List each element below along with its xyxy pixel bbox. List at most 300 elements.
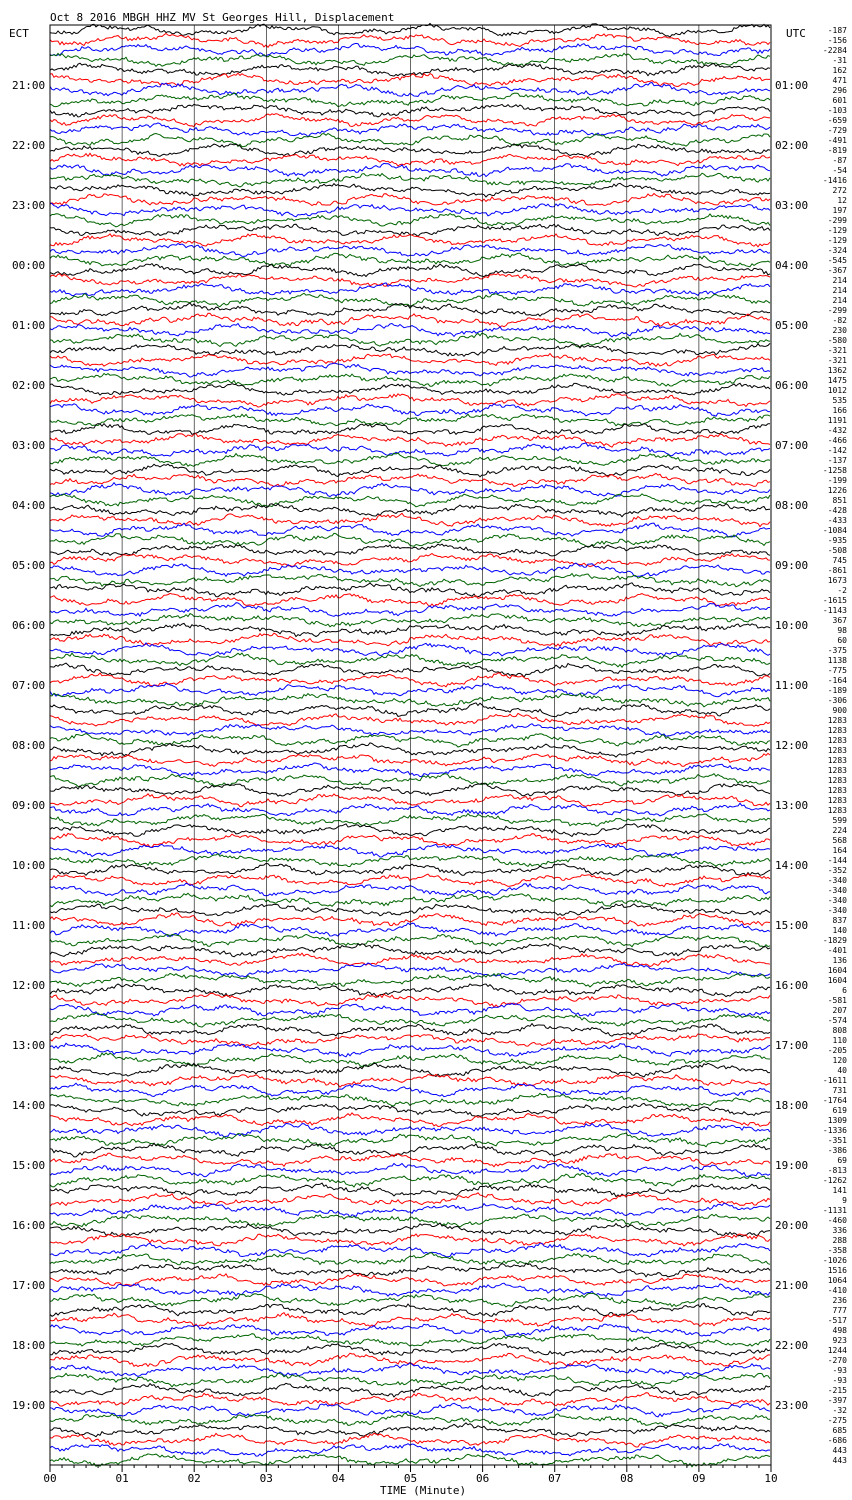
trace-offset-label: 288	[832, 1236, 847, 1245]
x-tick-label: 00	[43, 1472, 57, 1485]
trace-offset-label: 1673	[827, 576, 847, 585]
trace-offset-label: -142	[827, 446, 847, 455]
trace-offset-label: -1416	[822, 176, 847, 185]
trace-offset-label: -410	[827, 1286, 847, 1295]
trace-offset-label: -1262	[822, 1176, 847, 1185]
right-hour-label: 14:00	[775, 859, 809, 872]
trace-line	[50, 1063, 770, 1077]
trace-line	[50, 73, 770, 86]
left-hour-label: 06:00	[12, 619, 46, 632]
trace-line	[50, 374, 770, 387]
right-hour-label: 08:00	[775, 499, 809, 512]
trace-line	[50, 1203, 770, 1217]
trace-offset-label: -386	[827, 1146, 847, 1155]
trace-line	[50, 134, 770, 147]
trace-line	[50, 394, 770, 407]
trace-offset-label: -775	[827, 666, 847, 675]
left-hour-label: 12:00	[12, 979, 46, 992]
trace-offset-label: 1283	[827, 756, 847, 765]
trace-offset-label: -324	[827, 246, 847, 255]
trace-offset-label: -54	[832, 166, 847, 175]
trace-line	[50, 144, 770, 157]
right-hour-label: 03:00	[775, 199, 809, 212]
trace-offset-label: -1829	[822, 936, 847, 945]
trace-line	[50, 974, 770, 987]
trace-offset-label: -1764	[822, 1096, 847, 1105]
trace-offset-label: -1131	[822, 1206, 847, 1215]
trace-offset-label: -187	[827, 26, 847, 35]
trace-line	[50, 1393, 770, 1406]
trace-line	[50, 63, 770, 76]
right-hour-label: 15:00	[775, 919, 809, 932]
trace-offset-label: -813	[827, 1166, 847, 1175]
trace-line	[50, 244, 770, 257]
left-hour-label: 00:00	[12, 259, 46, 272]
left-hour-label: 14:00	[12, 1099, 46, 1112]
trace-line	[50, 614, 770, 627]
trace-offset-label: -1143	[822, 606, 847, 615]
left-hour-label: 18:00	[12, 1339, 46, 1352]
trace-offset-label: 40	[837, 1066, 847, 1075]
trace-offset-label: 214	[832, 296, 847, 305]
trace-line	[50, 663, 770, 677]
trace-offset-label: -729	[827, 126, 847, 135]
trace-line	[50, 1283, 770, 1296]
trace-offset-label: -1258	[822, 466, 847, 475]
trace-offset-label: 685	[832, 1426, 847, 1435]
right-hour-label: 23:00	[775, 1399, 809, 1412]
x-tick-label: 01	[115, 1472, 129, 1485]
trace-line	[50, 1253, 770, 1265]
trace-line	[50, 293, 770, 306]
trace-offset-label: 140	[832, 926, 847, 935]
trace-line	[50, 774, 770, 787]
trace-line	[50, 1423, 770, 1437]
trace-line	[50, 854, 770, 867]
trace-offset-label: -340	[827, 886, 847, 895]
trace-offset-label: -299	[827, 216, 847, 225]
trace-line	[50, 1353, 770, 1366]
left-hour-label: 07:00	[12, 679, 46, 692]
trace-offset-label: 110	[832, 1036, 847, 1045]
left-hour-label: 10:00	[12, 859, 46, 872]
trace-line	[50, 753, 770, 766]
trace-offset-label: -1615	[822, 596, 847, 605]
trace-offset-label: -491	[827, 136, 847, 145]
trace-line	[50, 333, 770, 347]
trace-line	[50, 93, 770, 107]
trace-offset-label: -433	[827, 516, 847, 525]
trace-line	[50, 1093, 770, 1107]
left-hour-label: 03:00	[12, 439, 46, 452]
trace-line	[50, 1083, 770, 1097]
trace-line	[50, 303, 770, 316]
trace-offset-label: -32	[832, 1406, 847, 1415]
trace-line	[50, 173, 770, 187]
left-hour-label: 05:00	[12, 559, 46, 572]
trace-line	[50, 24, 770, 38]
trace-offset-label: 1283	[827, 716, 847, 725]
trace-offset-label: -129	[827, 236, 847, 245]
trace-line	[50, 1183, 770, 1197]
trace-offset-label: 1362	[827, 366, 847, 375]
trace-line	[50, 1263, 770, 1277]
trace-offset-label: 1226	[827, 486, 847, 495]
trace-offset-label: 1604	[827, 966, 847, 975]
right-hour-label: 10:00	[775, 619, 809, 632]
trace-offset-label: 1244	[827, 1346, 847, 1355]
trace-offset-label: 535	[832, 396, 847, 405]
trace-offset-label: 296	[832, 86, 847, 95]
trace-offset-label: -935	[827, 536, 847, 545]
trace-line	[50, 693, 770, 707]
trace-offset-label: -321	[827, 356, 847, 365]
trace-offset-label: 197	[832, 206, 847, 215]
right-hour-label: 04:00	[775, 259, 809, 272]
trace-line	[50, 623, 770, 636]
x-axis-ticks	[43, 1465, 777, 1485]
trace-line	[50, 1373, 770, 1387]
trace-line	[50, 703, 770, 717]
trace-offset-label: -215	[827, 1386, 847, 1395]
trace-line	[50, 803, 770, 816]
right-hour-label: 21:00	[775, 1279, 809, 1292]
trace-offset-label: 1283	[827, 806, 847, 815]
trace-offset-label: -659	[827, 116, 847, 125]
trace-offset-label: -545	[827, 256, 847, 265]
trace-offset-label: 923	[832, 1336, 847, 1345]
trace-offset-label: 1283	[827, 786, 847, 795]
trace-line	[50, 783, 770, 796]
trace-offset-label: -2	[837, 586, 847, 595]
trace-line	[50, 34, 770, 48]
trace-offset-label: 1309	[827, 1116, 847, 1125]
trace-offset-label: 731	[832, 1086, 847, 1095]
trace-offset-label: 900	[832, 706, 847, 715]
trace-line	[50, 1043, 770, 1057]
trace-line	[50, 1053, 770, 1067]
trace-line	[50, 593, 770, 606]
trace-offset-label: -686	[827, 1436, 847, 1445]
trace-line	[50, 1243, 770, 1257]
trace-offset-label: 1283	[827, 736, 847, 745]
trace-line	[50, 1413, 770, 1426]
trace-line	[50, 1234, 770, 1246]
left-hour-label: 23:00	[12, 199, 46, 212]
trace-offset-label: -1026	[822, 1256, 847, 1265]
left-hour-label: 16:00	[12, 1219, 46, 1232]
x-tick-label: 05	[403, 1472, 418, 1485]
trace-offset-label: 1012	[827, 386, 847, 395]
right-hour-label: 16:00	[775, 979, 809, 992]
trace-line	[50, 554, 770, 567]
trace-line	[50, 984, 770, 997]
right-hour-label: 06:00	[775, 379, 809, 392]
trace-offset-label: -321	[827, 346, 847, 355]
left-axis-label: ECT	[9, 27, 29, 40]
trace-line	[50, 673, 770, 687]
trace-offset-label: 162	[832, 66, 847, 75]
left-hour-label: 13:00	[12, 1039, 46, 1052]
right-hour-label: 02:00	[775, 139, 809, 152]
trace-offset-label: 1191	[827, 416, 847, 425]
trace-line	[50, 114, 770, 127]
trace-offset-label: 336	[832, 1226, 847, 1235]
trace-line	[50, 1163, 770, 1176]
trace-line	[50, 1143, 770, 1157]
trace-offset-label: -87	[832, 156, 847, 165]
trace-line	[50, 313, 770, 327]
trace-offset-label: -340	[827, 876, 847, 885]
trace-offset-label: -375	[827, 646, 847, 655]
trace-offset-label: -397	[827, 1396, 847, 1405]
right-hour-label: 11:00	[775, 679, 809, 692]
trace-line	[50, 844, 770, 857]
left-hour-label: 19:00	[12, 1399, 46, 1412]
trace-line	[50, 563, 770, 576]
right-hour-label: 09:00	[775, 559, 809, 572]
trace-line	[50, 574, 770, 587]
left-hour-label: 08:00	[12, 739, 46, 752]
trace-offset-label: -275	[827, 1416, 847, 1425]
trace-offset-label: -367	[827, 266, 847, 275]
trace-offset-label: -82	[832, 316, 847, 325]
trace-line	[50, 1313, 770, 1327]
x-tick-label: 02	[187, 1472, 201, 1485]
trace-line	[50, 183, 770, 197]
trace-offset-label: -93	[832, 1376, 847, 1385]
trace-line	[50, 1444, 770, 1456]
trace-line	[50, 414, 770, 426]
trace-line	[50, 713, 770, 726]
trace-line	[50, 1003, 770, 1016]
trace-offset-label: 1283	[827, 726, 847, 735]
trace-offset-label: 837	[832, 916, 847, 925]
trace-line	[50, 874, 770, 887]
trace-offset-label: -137	[827, 456, 847, 465]
trace-offset-label: 12	[837, 196, 847, 205]
trace-offset-label: 443	[832, 1446, 847, 1455]
trace-offset-label: -31	[832, 56, 847, 65]
right-hour-label: 22:00	[775, 1339, 809, 1352]
trace-offset-label: -199	[827, 476, 847, 485]
trace-line	[50, 763, 770, 777]
trace-offset-label: -164	[827, 676, 847, 685]
trace-offset-label: 568	[832, 836, 847, 845]
trace-line	[50, 963, 770, 977]
trace-offset-label: -428	[827, 506, 847, 515]
trace-line	[50, 504, 770, 517]
trace-line	[50, 163, 770, 176]
x-axis-title: TIME (Minute)	[380, 1484, 467, 1497]
trace-line	[50, 633, 770, 646]
trace-offset-label: -93	[832, 1366, 847, 1375]
trace-line	[50, 583, 770, 597]
trace-offset-label: -861	[827, 566, 847, 575]
trace-offset-label: -2284	[822, 46, 847, 55]
trace-line	[50, 1034, 770, 1047]
trace-line	[50, 1343, 770, 1356]
trace-offset-label: 619	[832, 1106, 847, 1115]
trace-offset-label: -581	[827, 996, 847, 1005]
trace-offset-label: 599	[832, 816, 847, 825]
trace-offset-label: -103	[827, 106, 847, 115]
trace-offset-label: 808	[832, 1026, 847, 1035]
trace-line	[50, 893, 770, 906]
left-hour-label: 17:00	[12, 1279, 46, 1292]
trace-offset-label: 1138	[827, 656, 847, 665]
trace-line	[50, 153, 770, 166]
trace-line	[50, 1324, 770, 1336]
trace-offset-label: -205	[827, 1046, 847, 1055]
trace-line	[50, 53, 770, 66]
trace-offset-label: 60	[837, 636, 847, 645]
left-hour-label: 01:00	[12, 319, 46, 332]
trace-offset-label: -460	[827, 1216, 847, 1225]
trace-offset-label: 9	[842, 1196, 847, 1205]
left-hour-labels	[12, 79, 45, 1412]
trace-line	[50, 1304, 770, 1317]
trace-offset-label: -819	[827, 146, 847, 155]
trace-line	[50, 214, 770, 227]
trace-line	[50, 533, 770, 546]
trace-line	[50, 734, 770, 748]
trace-line	[50, 464, 770, 477]
trace-line	[50, 283, 770, 296]
trace-offset-label: 1283	[827, 766, 847, 775]
left-hour-label: 15:00	[12, 1159, 46, 1172]
trace-offset-label: 367	[832, 616, 847, 625]
trace-line	[50, 904, 770, 916]
trace-offset-label: 207	[832, 1006, 847, 1015]
trace-offset-label: 272	[832, 186, 847, 195]
trace-offset-label: 1283	[827, 796, 847, 805]
right-hour-label: 19:00	[775, 1159, 809, 1172]
trace-line	[50, 274, 770, 287]
x-tick-label: 09	[692, 1472, 706, 1485]
trace-line	[50, 1214, 770, 1227]
right-hour-label: 18:00	[775, 1099, 809, 1112]
trace-offset-label: 1283	[827, 776, 847, 785]
trace-offset-label: 1064	[827, 1276, 847, 1285]
trace-offset-label: 6	[842, 986, 847, 995]
trace-offset-label: 164	[832, 846, 847, 855]
trace-line	[50, 434, 770, 447]
trace-offset-label: 1475	[827, 376, 847, 385]
trace-line	[50, 104, 770, 117]
trace-line	[50, 1074, 770, 1087]
trace-offset-label: 141	[832, 1186, 847, 1195]
trace-line	[50, 1024, 770, 1037]
trace-line	[50, 264, 770, 277]
trace-offset-label: 601	[832, 96, 847, 105]
trace-offset-label: -340	[827, 906, 847, 915]
trace-line	[50, 383, 770, 395]
trace-offset-label: 777	[832, 1306, 847, 1315]
right-hour-label: 12:00	[775, 739, 809, 752]
trace-line	[50, 794, 770, 807]
trace-offset-label: 166	[832, 406, 847, 415]
trace-offset-label: -129	[827, 226, 847, 235]
trace-offset-label: -1084	[822, 526, 847, 535]
trace-offset-label: -189	[827, 686, 847, 695]
trace-offset-label: 471	[832, 76, 847, 85]
trace-line	[50, 483, 770, 497]
trace-line	[50, 1293, 770, 1307]
trace-line	[50, 404, 770, 417]
x-tick-label: 04	[331, 1472, 346, 1485]
right-hour-label: 20:00	[775, 1219, 809, 1232]
right-hour-label: 07:00	[775, 439, 809, 452]
trace-line	[50, 343, 770, 356]
trace-offset-label: -358	[827, 1246, 847, 1255]
trace-offset-label: 230	[832, 326, 847, 335]
trace-offset-label: 69	[837, 1156, 847, 1165]
left-hour-label: 21:00	[12, 79, 46, 92]
trace-offset-labels	[823, 26, 847, 1465]
right-hour-label: 01:00	[775, 79, 809, 92]
trace-offset-label: 224	[832, 826, 847, 835]
trace-offset-label: -1611	[822, 1076, 847, 1085]
trace-line	[50, 494, 770, 507]
trace-offset-label: -508	[827, 546, 847, 555]
left-hour-label: 11:00	[12, 919, 46, 932]
left-hour-label: 09:00	[12, 799, 46, 812]
left-hour-label: 02:00	[12, 379, 46, 392]
trace-offset-label: 498	[832, 1326, 847, 1335]
left-hour-label: 22:00	[12, 139, 46, 152]
x-tick-label: 06	[475, 1472, 490, 1485]
trace-line	[50, 863, 770, 875]
trace-line	[50, 1383, 770, 1397]
trace-offset-label: 443	[832, 1456, 847, 1465]
chart-title: Oct 8 2016 MBGH HHZ MV St Georges Hill, Displacement	[50, 11, 395, 24]
right-hour-label: 05:00	[775, 319, 809, 332]
trace-offset-label: 1283	[827, 746, 847, 755]
right-hour-label: 17:00	[775, 1039, 809, 1052]
trace-offset-label: -574	[827, 1016, 847, 1025]
x-tick-label: 03	[259, 1472, 273, 1485]
trace-offset-label: 745	[832, 556, 847, 565]
x-tick-label: 08	[620, 1472, 634, 1485]
trace-line	[50, 513, 770, 526]
trace-line	[50, 653, 770, 667]
x-tick-label: 07	[548, 1472, 562, 1485]
trace-line	[50, 923, 770, 936]
trace-line	[50, 443, 770, 456]
trace-offset-label: -306	[827, 696, 847, 705]
trace-offset-label: -401	[827, 946, 847, 955]
trace-offset-label: 120	[832, 1056, 847, 1065]
trace-line	[50, 603, 770, 617]
trace-line	[50, 43, 770, 56]
left-hour-label: 04:00	[12, 499, 46, 512]
trace-offset-label: -1336	[822, 1126, 847, 1135]
trace-line	[50, 1193, 770, 1207]
trace-offset-label: -340	[827, 896, 847, 905]
trace-offset-label: 1604	[827, 976, 847, 985]
trace-offset-label: 214	[832, 276, 847, 285]
trace-offset-label: 851	[832, 496, 847, 505]
trace-offset-label: -466	[827, 436, 847, 445]
seismic-traces	[50, 24, 770, 1467]
trace-offset-label: -270	[827, 1356, 847, 1365]
trace-line	[50, 424, 770, 435]
trace-line	[50, 354, 770, 367]
trace-offset-label: -351	[827, 1136, 847, 1145]
trace-offset-label: -580	[827, 336, 847, 345]
trace-line	[50, 944, 770, 957]
